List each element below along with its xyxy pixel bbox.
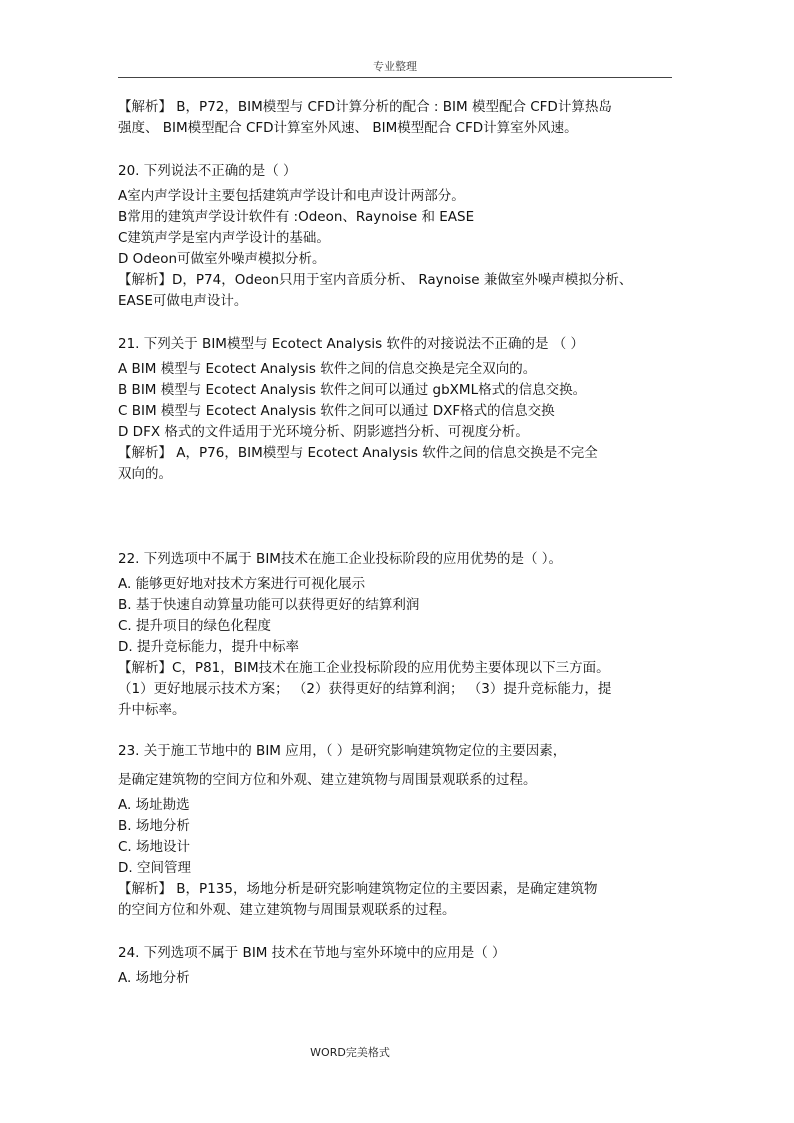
option-a: A室内声学设计主要包括建筑声学设计和电声设计两部分。 bbox=[118, 188, 465, 204]
analysis-line: 双向的。 bbox=[118, 466, 172, 482]
option-c: C建筑声学是室内声学设计的基础。 bbox=[118, 230, 330, 246]
question-24 bbox=[118, 943, 674, 989]
question-21 bbox=[118, 334, 674, 485]
analysis-19 bbox=[118, 97, 674, 139]
analysis-line: EASE可做电声设计。 bbox=[118, 293, 248, 309]
analysis-line: 【解析】 B，P72，BIM模型与 CFD计算分析的配合 : BIM 模型配合 CFD计算热岛 bbox=[118, 99, 612, 115]
option-a: A. 场址勘选 bbox=[118, 797, 190, 813]
header-divider bbox=[118, 77, 672, 78]
option-c: C BIM 模型与 Ecotect Analysis 软件之间可以通过 DXF格式的信息交换 bbox=[118, 403, 555, 419]
option-a: A. 场地分析 bbox=[118, 970, 190, 986]
option-c: C. 提升项目的绿色化程度 bbox=[118, 618, 272, 634]
analysis-line: 【解析】D，P74，Odeon只用于室内音质分析、 Raynoise 兼做室外噪声模拟分析、 bbox=[118, 272, 633, 288]
question-text: 20. 下列说法不正确的是（ ） bbox=[118, 163, 297, 179]
page-footer: WORD完美格式 bbox=[310, 1046, 390, 1059]
analysis-line: 的空间方位和外观、建立建筑物与周围景观联系的过程。 bbox=[118, 902, 456, 918]
analysis-line: （1）更好地展示技术方案； （2）获得更好的结算利润； （3）提升竞标能力，提 bbox=[118, 681, 612, 697]
question-22 bbox=[118, 549, 674, 721]
analysis-line: 升中标率。 bbox=[118, 702, 186, 718]
question-text: 21. 下列关于 BIM模型与 Ecotect Analysis 软件的对接说法不正确的是 （ ） bbox=[118, 336, 585, 352]
option-b: B. 基于快速自动算量功能可以获得更好的结算利润 bbox=[118, 597, 420, 613]
analysis-line: 强度、 BIM模型配合 CFD计算室外风速、 BIM模型配合 CFD计算室外风速。 bbox=[118, 120, 578, 136]
question-20 bbox=[118, 161, 674, 312]
option-a: A BIM 模型与 Ecotect Analysis 软件之间的信息交换是完全双向的。 bbox=[118, 361, 537, 377]
question-text: 23. 关于施工节地中的 BIM 应用，（ ）是研究影响建筑物定位的主要因素， bbox=[118, 743, 567, 759]
analysis-line: 【解析】 B，P135，场地分析是研究影响建筑物定位的主要因素，是确定建筑物 bbox=[118, 881, 598, 897]
option-b: B常用的建筑声学设计软件有 :Odeon、Raynoise 和 EASE bbox=[118, 209, 475, 225]
question-text-continued: 是确定建筑物的空间方位和外观、建立建筑物与周围景观联系的过程。 bbox=[118, 772, 537, 788]
option-a: A. 能够更好地对技术方案进行可视化展示 bbox=[118, 576, 366, 592]
option-d: D Odeon可做室外噪声模拟分析。 bbox=[118, 251, 326, 267]
question-text: 22. 下列选项中不属于 BIM技术在施工企业投标阶段的应用优势的是（ ）。 bbox=[118, 551, 562, 567]
document-body bbox=[118, 97, 674, 989]
option-c: C. 场地设计 bbox=[118, 839, 191, 855]
analysis-line: 【解析】 A，P76，BIM模型与 Ecotect Analysis 软件之间的信息交换是不完全 bbox=[118, 445, 598, 461]
option-b: B BIM 模型与 Ecotect Analysis 软件之间可以通过 gbXML格式的信息交换。 bbox=[118, 382, 587, 398]
page-header: 专业整理 bbox=[373, 60, 417, 73]
option-d: D. 空间管理 bbox=[118, 860, 191, 876]
question-23 bbox=[118, 741, 674, 921]
question-text: 24. 下列选项不属于 BIM 技术在节地与室外环境中的应用是（ ） bbox=[118, 945, 506, 961]
option-b: B. 场地分析 bbox=[118, 818, 190, 834]
analysis-line: 【解析】C，P81，BIM技术在施工企业投标阶段的应用优势主要体现以下三方面。 bbox=[118, 660, 610, 676]
option-d: D. 提升竞标能力，提升中标率 bbox=[118, 639, 299, 655]
option-d: D DFX 格式的文件适用于光环境分析、阴影遮挡分析、可视度分析。 bbox=[118, 424, 529, 440]
